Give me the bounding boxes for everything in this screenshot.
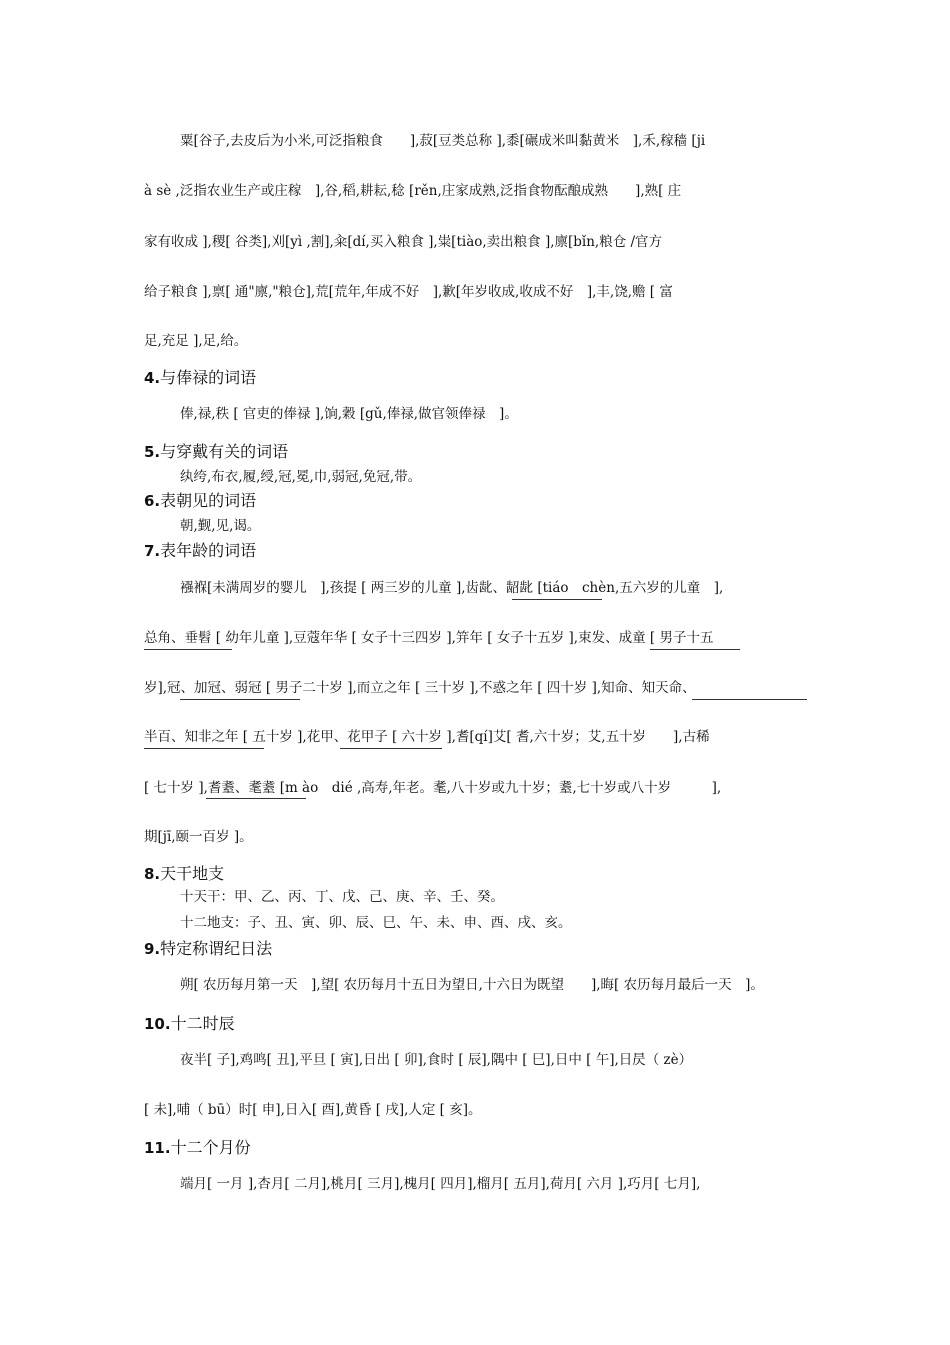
section-4-title: 与俸禄的词语 <box>160 368 257 387</box>
underline-rule <box>180 699 300 700</box>
food-line-5: 足,充足 ],足,给。 <box>144 333 248 349</box>
section-8-heading <box>144 863 224 885</box>
section-7-line-4: 半百、知非之年 [ 五十岁 ],花甲、花甲子 [ 六十岁 ],耆[qí]艾[ 耆,六十岁；艾,五十岁 ],古稀 <box>144 729 710 745</box>
section-10-number: 10. <box>144 1015 171 1033</box>
section-8-title: 天干地支 <box>160 864 225 883</box>
underline-rule <box>206 798 306 799</box>
section-6-line-1: 朝,觐,见,谒。 <box>180 518 261 534</box>
section-9-title: 特定称谓纪日法 <box>160 939 273 958</box>
underline-rule <box>144 649 232 650</box>
section-7-line-3: 岁],冠、加冠、弱冠 [ 男子二十岁 ],而立之年 [ 三十岁 ],不惑之年 [ 四十岁 ],知命、知天命、 <box>144 680 696 696</box>
section-5-line-1: 纨绔,布衣,履,绶,冠,冕,巾,弱冠,免冠,带。 <box>180 469 422 485</box>
food-line-3: 家有收成 ],稷[ 谷类],刈[yì ,割],籴[dí,买入粮食 ],粜[tiào,卖出粮食 ],廪[bǐn,粮仓 /官方 <box>144 234 663 250</box>
section-11-number: 11. <box>144 1139 171 1157</box>
section-7-line-6: 期[jī,颐一百岁 ]。 <box>144 829 253 845</box>
section-8-line-2: 十二地支：子、丑、寅、卯、辰、巳、午、未、申、酉、戌、亥。 <box>180 915 572 931</box>
underline-rule <box>512 599 602 600</box>
section-10-line-2: [ 未],哺（ bū）时[ 申],日入[ 酉],黄昏 [ 戌],人定 [ 亥]。 <box>144 1102 482 1118</box>
section-6-title: 表朝见的词语 <box>160 491 257 510</box>
section-6-heading <box>144 490 256 512</box>
section-10-heading <box>144 1013 235 1035</box>
section-4-number: 4. <box>144 369 161 387</box>
section-11-title: 十二个月份 <box>170 1138 251 1157</box>
underline-rule <box>340 748 442 749</box>
food-line-2: à sè ,泛指农业生产或庄稼 ],谷,稻,耕耘,稔 [rěn,庄家成熟,泛指食物酝酿成熟 ],熟[ 庄 <box>144 183 682 199</box>
section-11-line-1: 端月[ 一月 ],杏月[ 二月],桃月[ 三月],槐月[ 四月],榴月[ 五月],荷月[ 六月 ],巧月[ 七月], <box>180 1176 701 1192</box>
section-10-title: 十二时辰 <box>170 1014 235 1033</box>
underline-rule <box>144 748 264 749</box>
section-7-line-1: 襁褓[未满周岁的婴儿 ],孩提 [ 两三岁的儿童 ],齿龀、龆龀 [tiáo chèn,五六岁的儿童 ], <box>180 580 724 596</box>
section-7-line-5: [ 七十岁 ],耆耋、耄耋 [m ào dié ,高寿,年老。耄,八十岁或九十岁；耋,七十岁或八十岁 ], <box>144 780 722 796</box>
section-9-heading <box>144 938 272 960</box>
section-7-number: 7. <box>144 542 161 560</box>
section-7-line-2: 总角、垂髫 [ 幼年儿童 ],豆蔻年华 [ 女子十三四岁 ],笄年 [ 女子十五岁 ],束发、成童 [ 男子十五 <box>144 630 714 646</box>
underline-rule <box>692 699 807 700</box>
underline-rule <box>650 649 740 650</box>
section-8-line-1: 十天干：甲、乙、丙、丁、戊、己、庚、辛、壬、癸。 <box>180 889 504 905</box>
section-5-title: 与穿戴有关的词语 <box>160 442 289 461</box>
section-5-number: 5. <box>144 443 161 461</box>
section-11-heading <box>144 1137 251 1159</box>
section-10-line-1: 夜半[ 子],鸡鸣[ 丑],平旦 [ 寅],日出 [ 卯],食时 [ 辰],隅中 [ 巳],日中 [ 午],日昃（ zè） <box>180 1052 693 1068</box>
section-9-line-1: 朔[ 农历每月第一天 ],望[ 农历每月十五日为望日,十六日为既望 ],晦[ 农历每月最后一天 ]。 <box>180 977 764 993</box>
section-8-number: 8. <box>144 865 161 883</box>
section-9-number: 9. <box>144 940 161 958</box>
food-line-1: 粟[谷子,去皮后为小米,可泛指粮食 ],菽[豆类总称 ],黍[碾成米叫黏黄米 ],禾,稼穑 [ji <box>180 133 706 149</box>
section-5-heading <box>144 441 288 463</box>
section-4-line-1: 俸,禄,秩 [ 官吏的俸禄 ],饷,穀 [gǔ,俸禄,做官领俸禄 ]。 <box>180 406 518 422</box>
section-6-number: 6. <box>144 492 161 510</box>
section-4-heading <box>144 367 256 389</box>
food-line-4: 给子粮食 ],禀[ 通"廪,"粮仓],荒[荒年,年成不好 ],歉[年岁收成,收成不好 ],丰,饶,赡 [ 富 <box>144 284 673 300</box>
section-7-title: 表年龄的词语 <box>160 541 257 560</box>
section-7-heading <box>144 540 256 562</box>
